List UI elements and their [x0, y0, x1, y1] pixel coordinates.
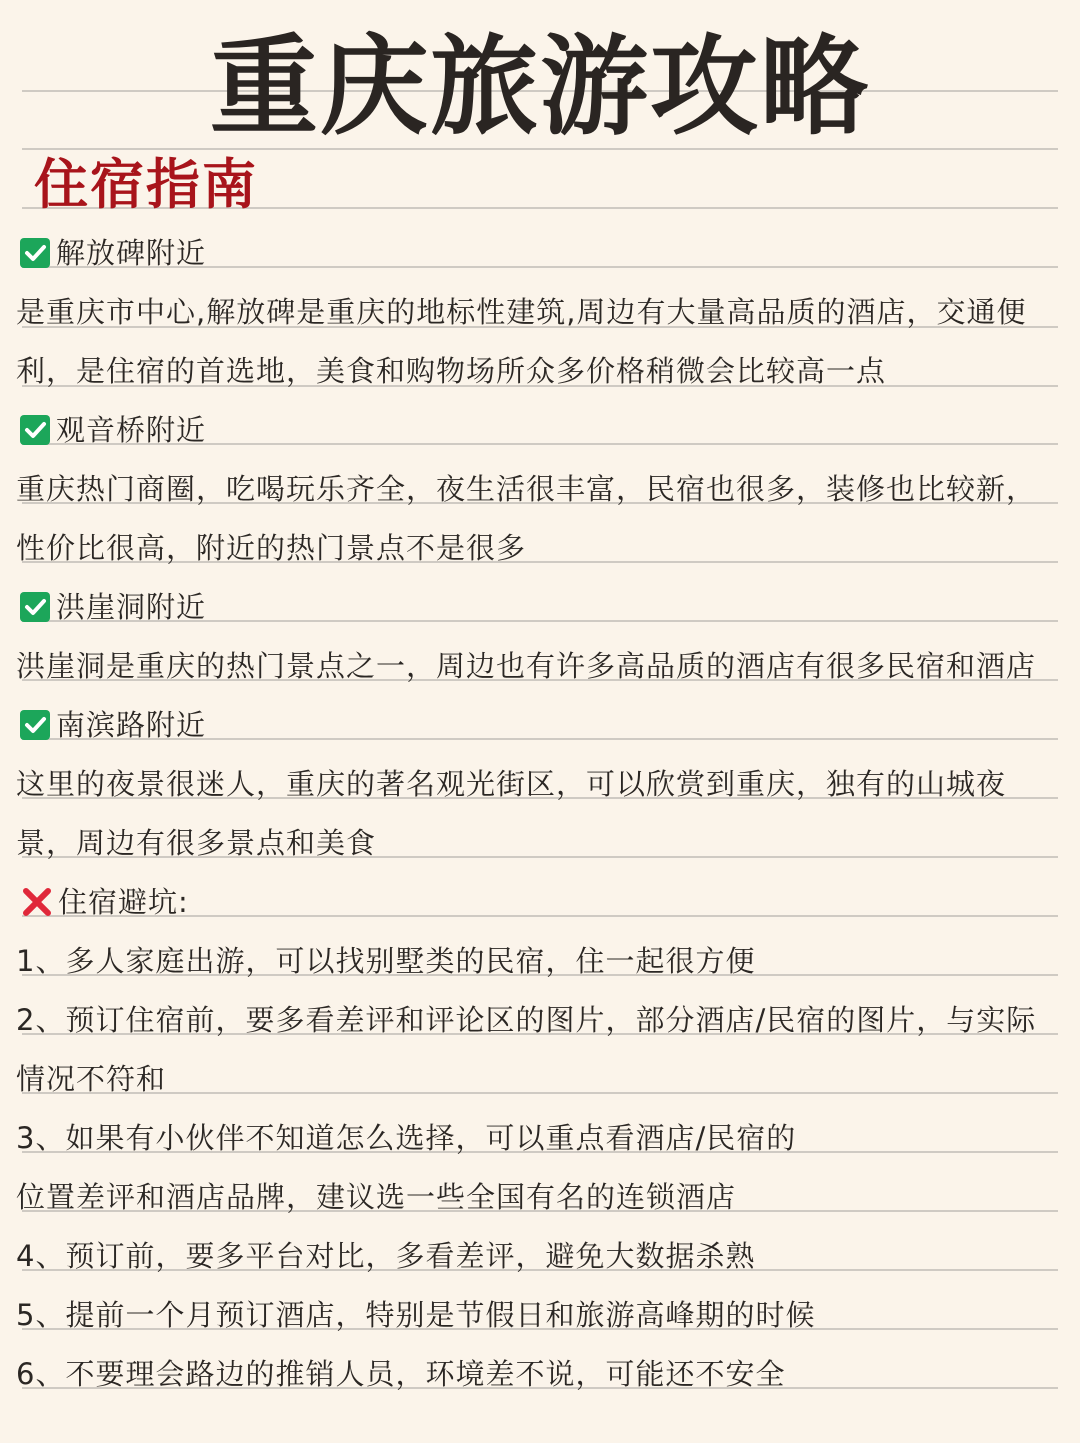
page-title: 重庆旅游攻略: [209, 25, 870, 150]
area-heading-text: 观音桥附近: [56, 413, 207, 447]
area-description-line: 是重庆市中心,解放碑是重庆的地标性建筑,周边有大量高品质的酒店，交通便: [16, 295, 1027, 329]
avoid-tip-line: 3、如果有小伙伴不知道怎么选择，可以重点看酒店/民宿的: [16, 1121, 797, 1155]
section-title: 住宿指南: [34, 153, 258, 216]
area-description-line: 性价比很高，附近的热门景点不是很多: [16, 531, 527, 565]
checkmark-icon: [20, 592, 50, 622]
area-heading: [20, 696, 1076, 754]
avoid-tip-line: 1、多人家庭出游，可以找别墅类的民宿，住一起很方便: [16, 944, 756, 978]
avoid-tip-line: 6、不要理会路边的推销人员，环境差不说，可能还不安全: [16, 1357, 786, 1391]
cross-icon: [20, 885, 54, 919]
area-heading: [20, 578, 1076, 636]
avoid-tip-line: 5、提前一个月预订酒店，特别是节假日和旅游高峰期的时候: [16, 1298, 816, 1332]
area-description-line: 景，周边有很多景点和美食: [16, 826, 377, 860]
area-heading: [20, 224, 1076, 282]
area-description-line: 洪崖洞是重庆的热门景点之一，周边也有许多高品质的酒店有很多民宿和酒店: [16, 649, 1037, 683]
area-heading: [20, 401, 1076, 459]
avoid-tip-line: 情况不符和: [16, 1062, 167, 1096]
avoid-tip-line: 位置差评和酒店品牌，建议选一些全国有名的连锁酒店: [16, 1180, 737, 1214]
checkmark-icon: [20, 415, 50, 445]
avoid-tip-line: 4、预订前，要多平台对比，多看差评，避免大数据杀熟: [16, 1239, 756, 1273]
area-description-line: 重庆热门商圈，吃喝玩乐齐全，夜生活很丰富，民宿也很多，装修也比较新，: [16, 472, 1037, 506]
area-heading-text: 解放碑附近: [56, 236, 207, 270]
area-description-line: 利，是住宿的首选地，美食和购物场所众多价格稍微会比较高一点: [16, 354, 887, 388]
avoid-heading: [20, 873, 1076, 931]
area-description-line: 这里的夜景很迷人，重庆的著名观光街区，可以欣赏到重庆，独有的山城夜: [16, 767, 1007, 801]
checkmark-icon: [20, 238, 50, 268]
avoid-heading-text: 住宿避坑:: [58, 885, 189, 919]
checkmark-icon: [20, 710, 50, 740]
area-heading-text: 南滨路附近: [56, 708, 207, 742]
area-heading-text: 洪崖洞附近: [56, 590, 207, 624]
avoid-tip-line: 2、预订住宿前，要多看差评和评论区的图片，部分酒店/民宿的图片，与实际: [16, 1003, 1037, 1037]
